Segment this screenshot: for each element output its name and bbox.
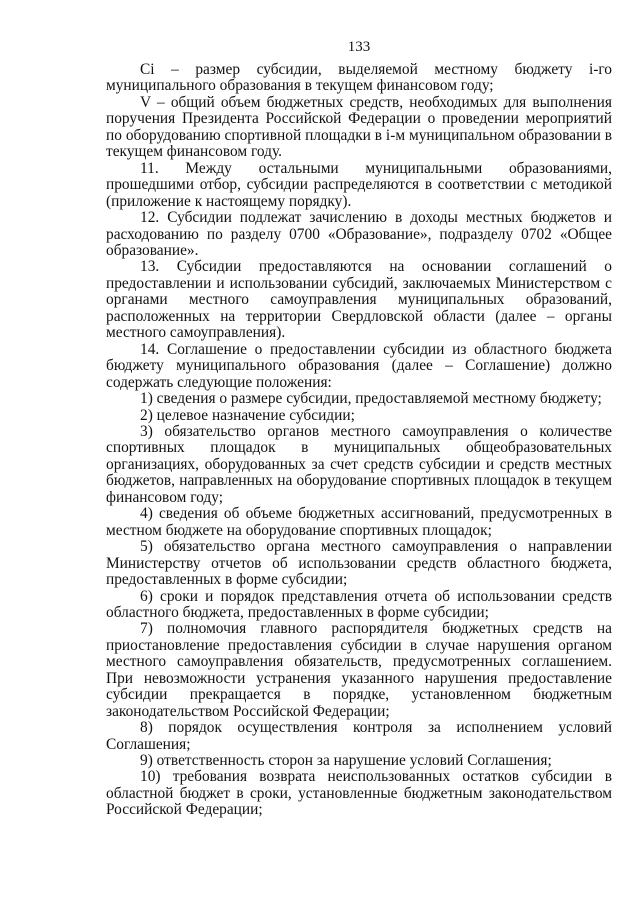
paragraph-14: 14. Соглашение о предоставлении субсидии из областного бюджета бюджету муниципального образования (далее – Соглашение) должно содержать следующие положения:	[106, 340, 612, 391]
list-item-6: 6) сроки и порядок представления отчета об использовании средств областного бюджета, предоставленных в форме субсидии;	[106, 587, 612, 621]
list-item-1: 1) сведения о размере субсидии, предоставляемой местному бюджету;	[140, 390, 602, 408]
list-item-8: 8) порядок осуществления контроля за исполнением условий Соглашения;	[106, 719, 612, 753]
paragraph-13: 13. Субсидии предоставляются на основании соглашений о предоставлении и использовании субсидий, заключаемых Министерством с органами местного самоуправления муниципальных образований, расположенных на территории Свердловской области (далее – органы местного самоуправления).	[106, 258, 612, 342]
list-item-9: 9) ответственность сторон за нарушение условий Соглашения;	[140, 752, 552, 770]
list-item-10: 10) требования возврата неиспользованных остатков субсидии в областной бюджет в сроки, установленные бюджетным законодательством Российской Федерации;	[106, 768, 612, 819]
page-number: 133	[347, 39, 371, 55]
paragraph-11: 11. Между остальными муниципальными образованиями, прошедшими отбор, субсидии распределяются в соответствии с методикой (приложение к настоящему порядку).	[106, 159, 612, 210]
list-item-5: 5) обязательство органа местного самоуправления о направлении Министерству отчетов об использовании средств областного бюджета, предоставленных в форме субсидии;	[106, 538, 612, 589]
paragraph-v-definition: V – общий объем бюджетных средств, необходимых для выполнения поручения Президента Российской Федерации о проведении мероприятий по оборудованию спортивной площадки в i-м муниципальном образовании в текущем финансовом году.	[106, 93, 612, 161]
paragraph-ci-definition: Ci – размер субсидии, выделяемой местному бюджету i-го муниципального образования в текущем финансовом году;	[106, 61, 612, 95]
list-item-3: 3) обязательство органов местного самоуправления о количестве спортивных площадок в муниципальных общеобразовательных организациях, оборудованных за счет средств субсидии и средств местных бюджетов, направленных на оборудование спортивных площадок в текущем финансовом году;	[106, 422, 612, 506]
list-item-2: 2) целевое назначение субсидии;	[140, 406, 355, 424]
paragraph-12: 12. Субсидии подлежат зачислению в доходы местных бюджетов и расходованию по разделу 0700 «Образование», подразделу 0702 «Общее образование».	[106, 209, 612, 259]
list-item-7: 7) полномочия главного распорядителя бюджетных средств на приостановление предоставления субсидии в случае нарушения органом местного самоуправления обязательств, предусмотренных соглашением. При невозможности устранения указанного нарушения предоставление субсидии прекращается в порядке, установленном бюджетным законодательством Российской Федерации;	[106, 620, 612, 720]
list-item-4: 4) сведения об объеме бюджетных ассигнований, предусмотренных в местном бюджете на оборудование спортивных площадок;	[106, 505, 612, 539]
